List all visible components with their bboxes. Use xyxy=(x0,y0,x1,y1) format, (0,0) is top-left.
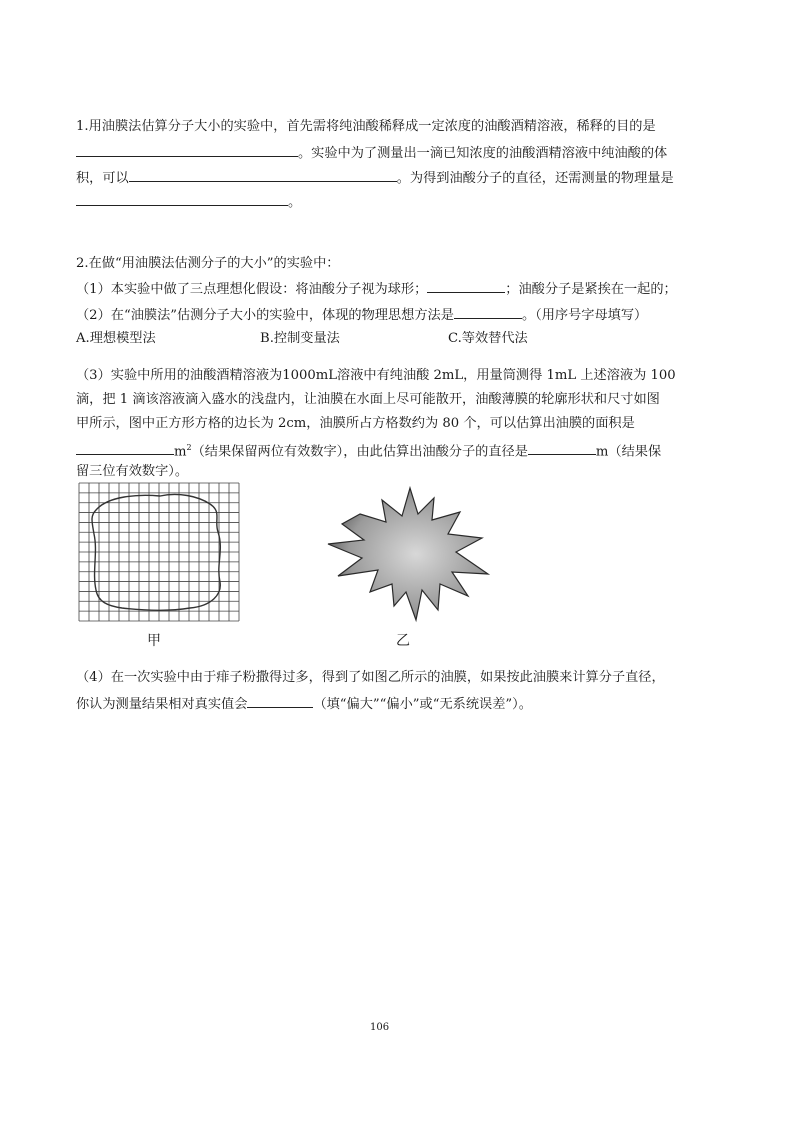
q2-title: 2.在做“用油膜法估测分子的大小”的实验中： xyxy=(76,256,340,271)
q2-blank-2[interactable] xyxy=(454,304,522,319)
q2-part4-line2: 你认为测量结果相对真实值会 （填“偏大”“偏小”或“无系统误差”）。 xyxy=(76,693,532,715)
q2-blank-1[interactable] xyxy=(427,278,505,293)
q1-line3: 积，可以 。为得到油酸分子的直径，还需测量的物理量是 xyxy=(76,167,674,189)
figure-yi-caption: 乙 xyxy=(396,633,410,649)
q2-options xyxy=(76,329,528,349)
q2-blank-5[interactable] xyxy=(247,693,313,708)
q2-part3-line3: 甲所示，图中正方形方格的边长为 2cm，油膜所占方格数约为 80 个，可以估算出油膜的面积是 xyxy=(76,416,635,431)
q2-blank-4[interactable] xyxy=(528,440,596,455)
q2-part2: （2）在“油膜法”估测分子大小的实验中，体现的物理思想方法是 。（用序号字母填写） xyxy=(76,304,647,326)
option-a[interactable]: A.理想模型法 xyxy=(76,331,156,346)
q2-part4-line1: （4）在一次实验中由于痱子粉撒得过多，得到了如图乙所示的油膜，如果按此油膜来计算分子直径， xyxy=(76,670,665,685)
option-b[interactable]: B.控制变量法 xyxy=(260,331,340,346)
q2-part3-line5: 留三位有效数字）。 xyxy=(76,464,189,479)
figure-jia-grid xyxy=(78,482,240,622)
q1-blank-3[interactable] xyxy=(76,191,288,206)
q1-line4: 。 xyxy=(76,191,301,213)
q2-blank-3[interactable] xyxy=(76,440,174,455)
figure-jia-caption: 甲 xyxy=(147,633,161,649)
oil-film-shape xyxy=(328,488,488,620)
q2-part3-line4: $m^2$（结果保留两位有效数字），由此估算出油酸分子的直径是 m（结果保 xyxy=(76,438,661,462)
figure-yi-oil-film xyxy=(320,478,500,628)
page-number: 106 xyxy=(370,1022,390,1033)
q2-part3-line2: 滴，把 1 滴该溶液滴入盛水的浅盘内，让油膜在水面上尽可能散开，油酸薄膜的轮廓形状和尺寸如图 xyxy=(76,392,660,407)
q2-part1: （1）本实验中做了三点理想化假设：将油酸分子视为球形； ；油酸分子是紧挨在一起的； xyxy=(76,278,677,300)
option-c[interactable]: C.等效替代法 xyxy=(448,331,528,346)
q1-line2: 。实验中为了测量出一滴已知浓度的油酸酒精溶液中纯油酸的体 xyxy=(76,142,667,164)
q2-part3-line1: （3）实验中所用的油酸酒精溶液为1000mL溶液中有纯油酸 2mL，用量筒测得 1mL 上述溶液为 100 xyxy=(76,368,676,383)
q1-blank-1[interactable] xyxy=(76,142,298,157)
q1-blank-2[interactable] xyxy=(129,167,397,182)
q1-line1: 1.用油膜法估算分子大小的实验中，首先需将纯油酸稀释成一定浓度的油酸酒精溶液，稀释的目的是 xyxy=(76,119,656,134)
